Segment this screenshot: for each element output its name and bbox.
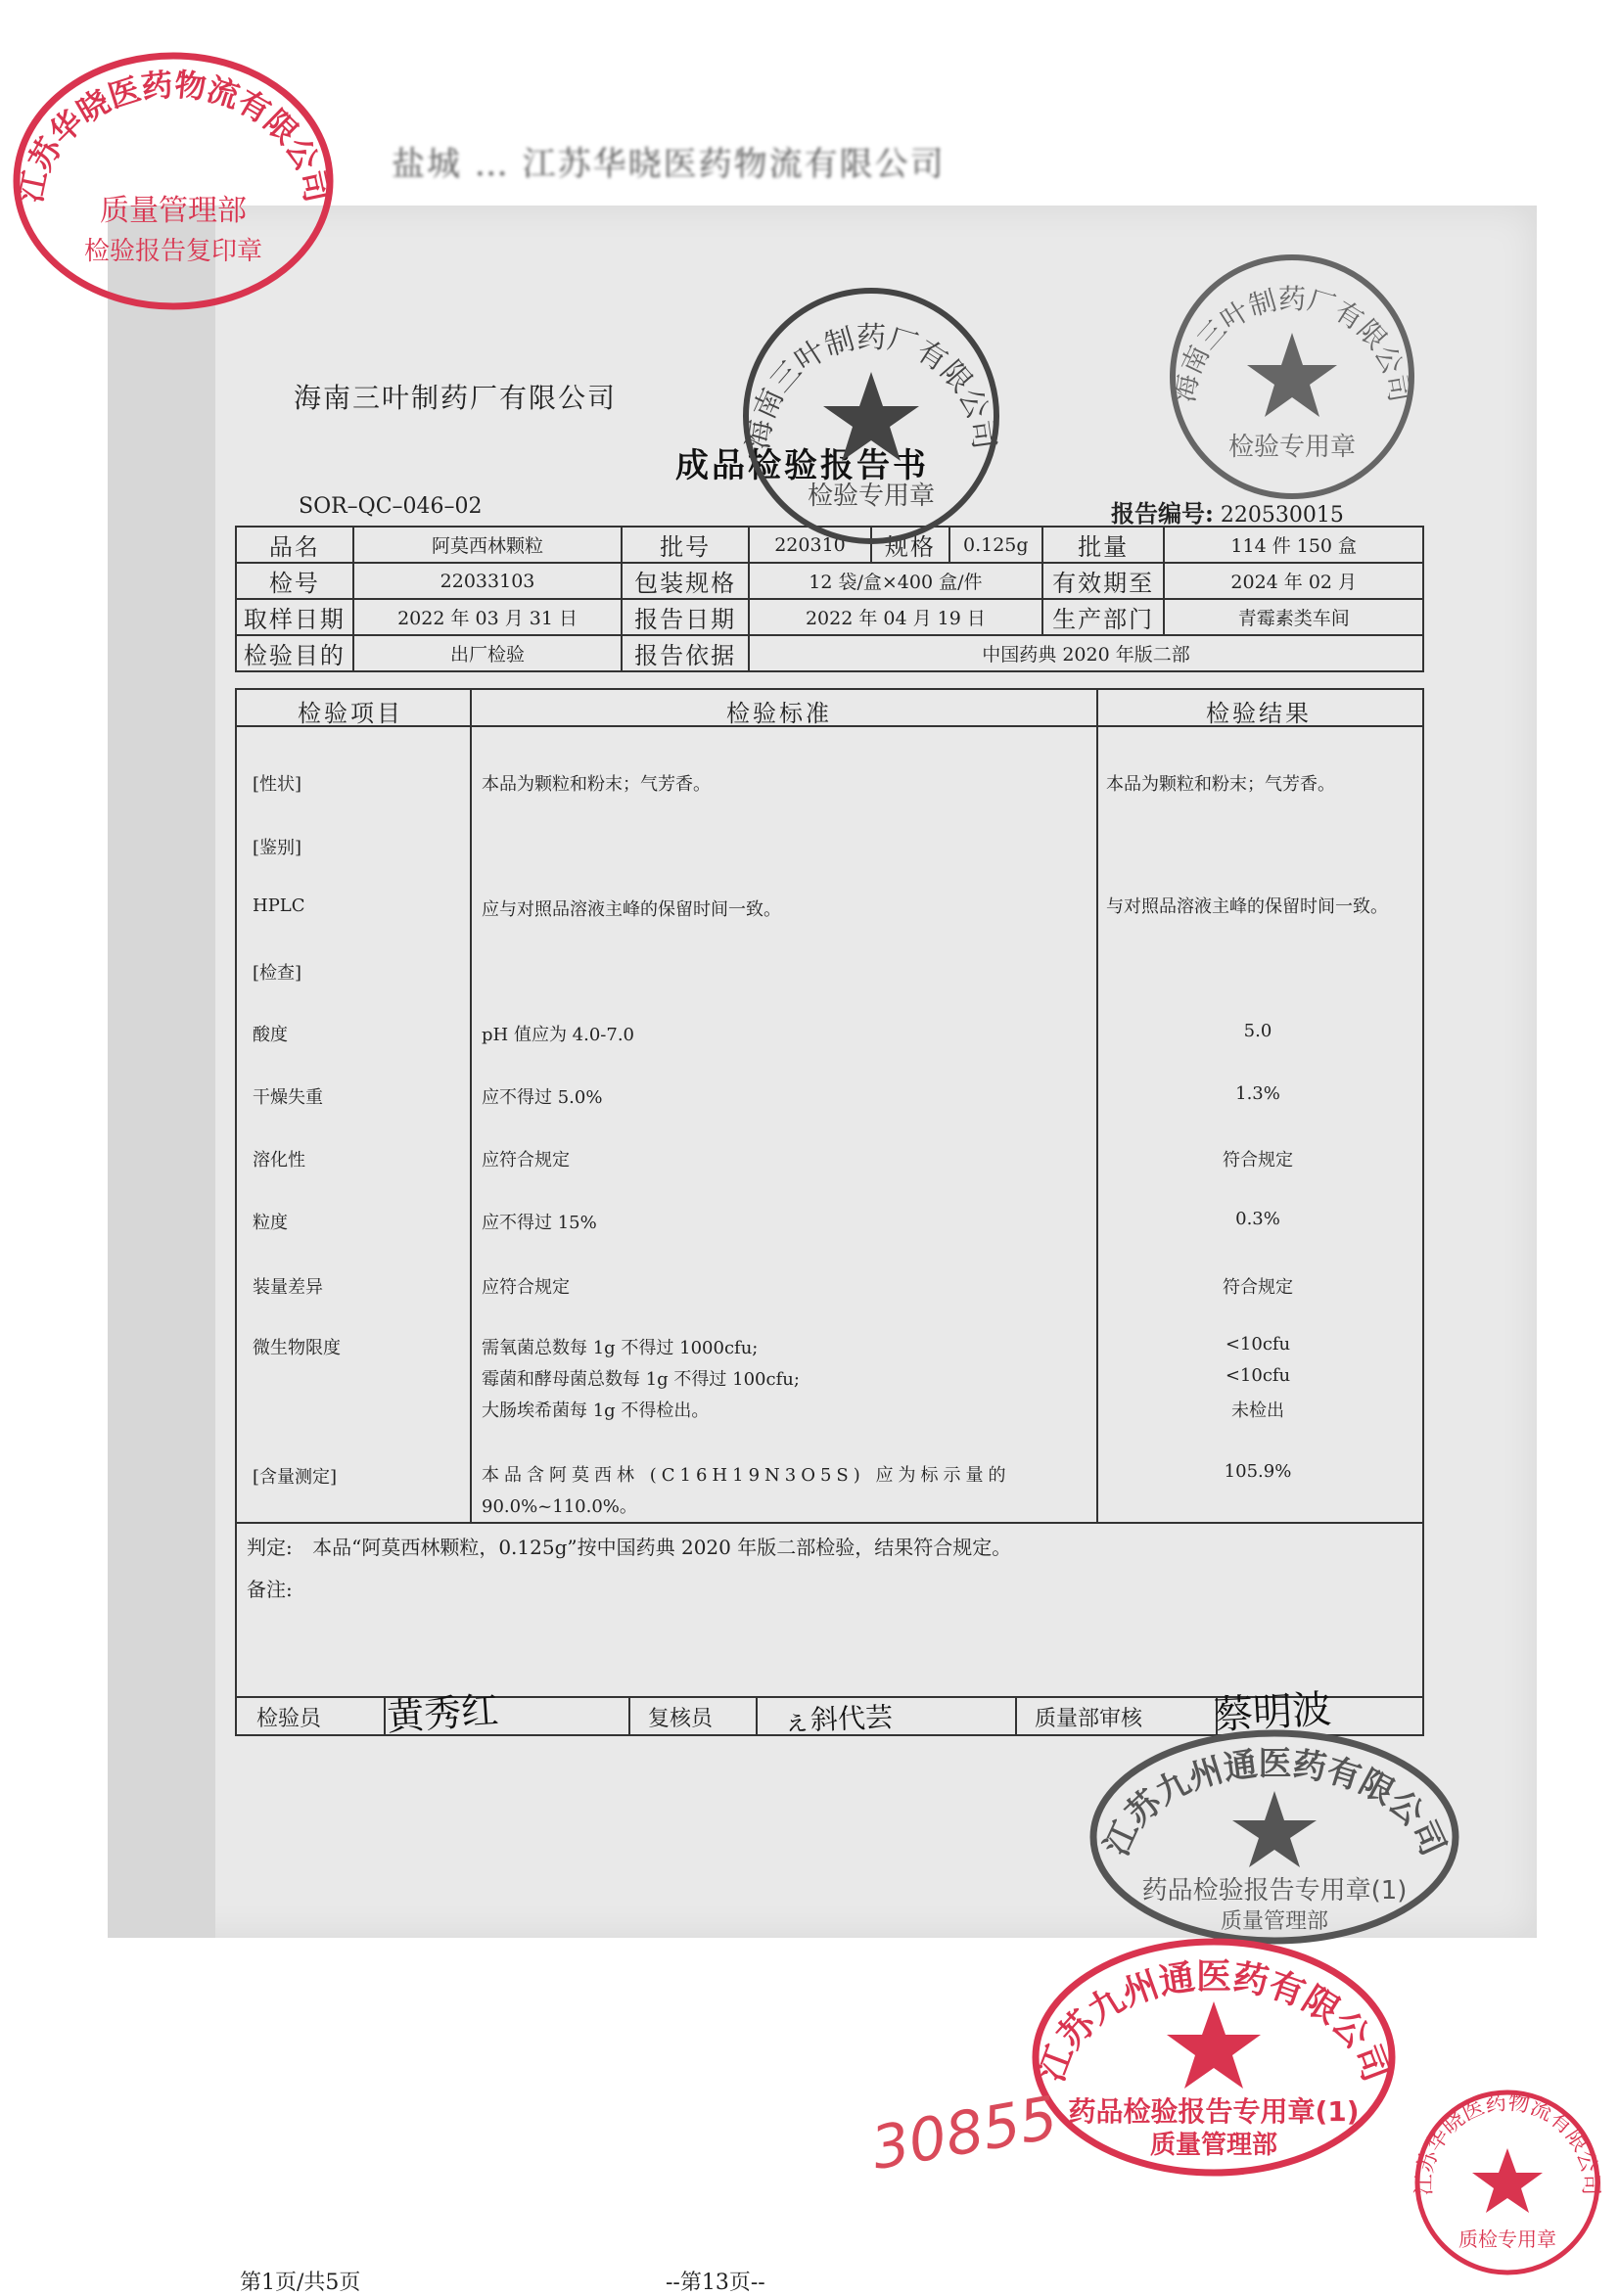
row-item: [检查] <box>253 963 302 984</box>
inspector-label: 检验员 <box>256 1707 322 1731</box>
stamp-inner-text: 药品检验报告专用章(1) <box>1068 2095 1360 2128</box>
stamp-outer-text: 江苏华晓医药物流有限公司 <box>1411 2089 1603 2196</box>
judgment-label: 判定: <box>247 1536 293 1559</box>
stamp-distributor-grey-seal <box>1082 1722 1468 1952</box>
qa-label: 质量部审核 <box>1035 1707 1143 1731</box>
report-number-value: 220530015 <box>1220 503 1344 528</box>
row-result: <10cfu <box>1225 1334 1291 1355</box>
row-standard: 应与对照品溶液主峰的保留时间一致。 <box>482 899 781 920</box>
basis: 中国药典 2020 年版二部 <box>749 635 1423 671</box>
spec-label: 规格 <box>871 527 949 563</box>
stamp-sub-text: 质量管理部 <box>1149 2131 1278 2160</box>
sampling-date: 2022 年 03 月 31 日 <box>353 599 623 635</box>
product-name-label: 品名 <box>236 527 353 563</box>
row-standard: 应不得过 5.0% <box>482 1087 603 1108</box>
stamp-manufacturer-qc-seal <box>1160 250 1424 504</box>
spec: 0.125g <box>949 527 1042 563</box>
stamp-distributor-red-seal <box>1023 1933 1405 2182</box>
report-date-label: 报告日期 <box>622 599 749 635</box>
stamp-outer-text: 海南三叶制药厂有限公司 <box>1168 282 1416 405</box>
row-item: 装量差异 <box>253 1277 323 1298</box>
row-item: 干燥失重 <box>253 1087 323 1108</box>
batch-size-label: 批量 <box>1042 527 1165 563</box>
stamp-outer-text: 海南三叶制药厂有限公司 <box>741 321 1001 452</box>
report-title: 成品检验报告书 <box>675 446 929 485</box>
qa-signature: 蔡明波 <box>1213 1686 1333 1739</box>
page-number-center: --第13页-- <box>666 2271 765 2295</box>
sig-divider <box>756 1698 758 1735</box>
doc-code: SOR–QC–046–02 <box>299 494 483 519</box>
stamp-inner-text: 质检专用章 <box>1458 2227 1556 2251</box>
product-name: 阿莫西林颗粒 <box>353 527 623 563</box>
row-result: 与对照品溶液主峰的保留时间一致。 <box>1106 896 1388 917</box>
stamp-line1: 质量管理部 <box>100 194 247 228</box>
row-standard: 大肠埃希菌每 1g 不得检出。 <box>482 1401 710 1421</box>
stamp-inner-text: 检验专用章 <box>807 482 936 511</box>
row-item: HPLC <box>253 895 305 916</box>
star-icon <box>1167 2001 1261 2089</box>
expiry-label: 有效期至 <box>1042 563 1165 599</box>
purpose: 出厂检验 <box>353 635 623 671</box>
stamp-qc-red-seal <box>1410 2085 1605 2280</box>
inspect-no: 22033103 <box>353 563 623 599</box>
row-standard: 90.0%~110.0%。 <box>482 1496 637 1517</box>
info-row-2 <box>236 563 1423 599</box>
inspector-signature: 黄秀红 <box>385 1688 500 1739</box>
judgment-text: 本品“阿莫西林颗粒，0.125g”按中国药典 2020 年版二部检验，结果符合规定。 <box>312 1536 1012 1559</box>
sampling-date-label: 取样日期 <box>236 599 353 635</box>
row-standard: 应不得过 15% <box>482 1213 597 1233</box>
stamp-manufacturer-seal <box>729 284 1013 548</box>
handwritten-number: 30855 <box>866 2083 1063 2184</box>
row-result: 未检出 <box>1231 1401 1284 1421</box>
row-result: 5.0 <box>1243 1021 1272 1041</box>
inspect-no-label: 检号 <box>236 563 353 599</box>
star-icon <box>823 372 919 461</box>
row-item: 粒度 <box>253 1213 288 1233</box>
stamp-outer-text: 江苏九州通医药有限公司 <box>1096 1744 1454 1862</box>
col-header-result: 检验结果 <box>1206 700 1312 727</box>
divider-col-1 <box>470 690 472 1522</box>
reviewer-signature: ぇ斜代芸 <box>782 1701 894 1737</box>
package: 12 袋/盒×400 盒/件 <box>749 563 1042 599</box>
row-result: 0.3% <box>1235 1209 1280 1229</box>
stamp-inner-text: 检验专用章 <box>1227 433 1357 462</box>
report-date: 2022 年 04 月 19 日 <box>749 599 1042 635</box>
row-item: 溶化性 <box>253 1150 305 1171</box>
divider-col-2 <box>1096 690 1098 1522</box>
row-result: 符合规定 <box>1223 1277 1293 1298</box>
stamp-top-left-seal <box>5 44 343 318</box>
reviewer-label: 复核员 <box>648 1707 714 1731</box>
star-icon <box>1472 2148 1543 2213</box>
stamp-outer-text: 江苏华晓医药物流有限公司 <box>11 66 337 206</box>
star-icon <box>1247 333 1337 417</box>
blurred-header: 盐城 … 江苏华晓医药物流有限公司 <box>392 145 946 184</box>
stamp-inner-text: 药品检验报告专用章(1) <box>1141 1876 1408 1906</box>
purpose-label: 检验目的 <box>236 635 353 671</box>
production-dept-label: 生产部门 <box>1042 599 1165 635</box>
sig-divider <box>628 1698 630 1735</box>
batch-no-label: 批号 <box>622 527 749 563</box>
results-table <box>235 688 1424 1736</box>
row-result: <10cfu <box>1225 1365 1291 1386</box>
row-item: [含量测定] <box>253 1467 338 1488</box>
row-standard: 本品为颗粒和粉末；气芳香。 <box>482 774 711 795</box>
stamp-sub-text: 质量管理部 <box>1220 1909 1329 1934</box>
row-item: [鉴别] <box>253 838 302 858</box>
production-dept: 青霉素类车间 <box>1164 599 1423 635</box>
batch-size: 114 件 150 盒 <box>1164 527 1423 563</box>
row-standard: pH 值应为 4.0-7.0 <box>482 1025 634 1045</box>
col-header-item: 检验项目 <box>298 700 403 727</box>
remark-label: 备注: <box>247 1578 293 1601</box>
row-result: 1.3% <box>1235 1083 1280 1104</box>
sheet-edge <box>108 206 215 1938</box>
stamp-outer-text: 江苏九州通医药有限公司 <box>1031 1956 1397 2088</box>
package-label: 包装规格 <box>622 563 749 599</box>
col-header-standard: 检验标准 <box>726 700 832 727</box>
row-result: 符合规定 <box>1223 1150 1293 1171</box>
page-indicator: 第1页/共5页 <box>240 2271 361 2295</box>
row-standard: 应符合规定 <box>482 1150 570 1171</box>
row-result: 105.9% <box>1224 1461 1292 1482</box>
info-row-4 <box>236 635 1423 671</box>
basis-label: 报告依据 <box>622 635 749 671</box>
company-name: 海南三叶制药厂有限公司 <box>294 382 618 414</box>
row-standard: 需氧菌总数每 1g 不得过 1000cfu; <box>482 1338 759 1358</box>
batch-no: 220310 <box>749 527 871 563</box>
stamp-line2: 检验报告复印章 <box>83 237 263 266</box>
row-item: [性状] <box>253 774 302 795</box>
row-item: 酸度 <box>253 1025 288 1045</box>
report-number-label: 报告编号: <box>1111 499 1214 528</box>
row-standard: 本品含阿莫西林 (C16H19N3O5S) 应为标示量的 <box>482 1465 1011 1486</box>
row-result: 本品为颗粒和粉末；气芳香。 <box>1106 774 1335 795</box>
expiry: 2024 年 02 月 <box>1164 563 1423 599</box>
row-standard: 霉菌和酵母菌总数每 1g 不得过 100cfu; <box>482 1369 800 1390</box>
judgment-divider <box>237 1522 1422 1524</box>
row-item: 微生物限度 <box>253 1338 341 1358</box>
info-row-3 <box>236 599 1423 635</box>
row-standard: 应符合规定 <box>482 1277 570 1298</box>
sig-divider <box>1015 1698 1017 1735</box>
judgment <box>247 1532 1011 1560</box>
star-icon <box>1232 1791 1317 1867</box>
